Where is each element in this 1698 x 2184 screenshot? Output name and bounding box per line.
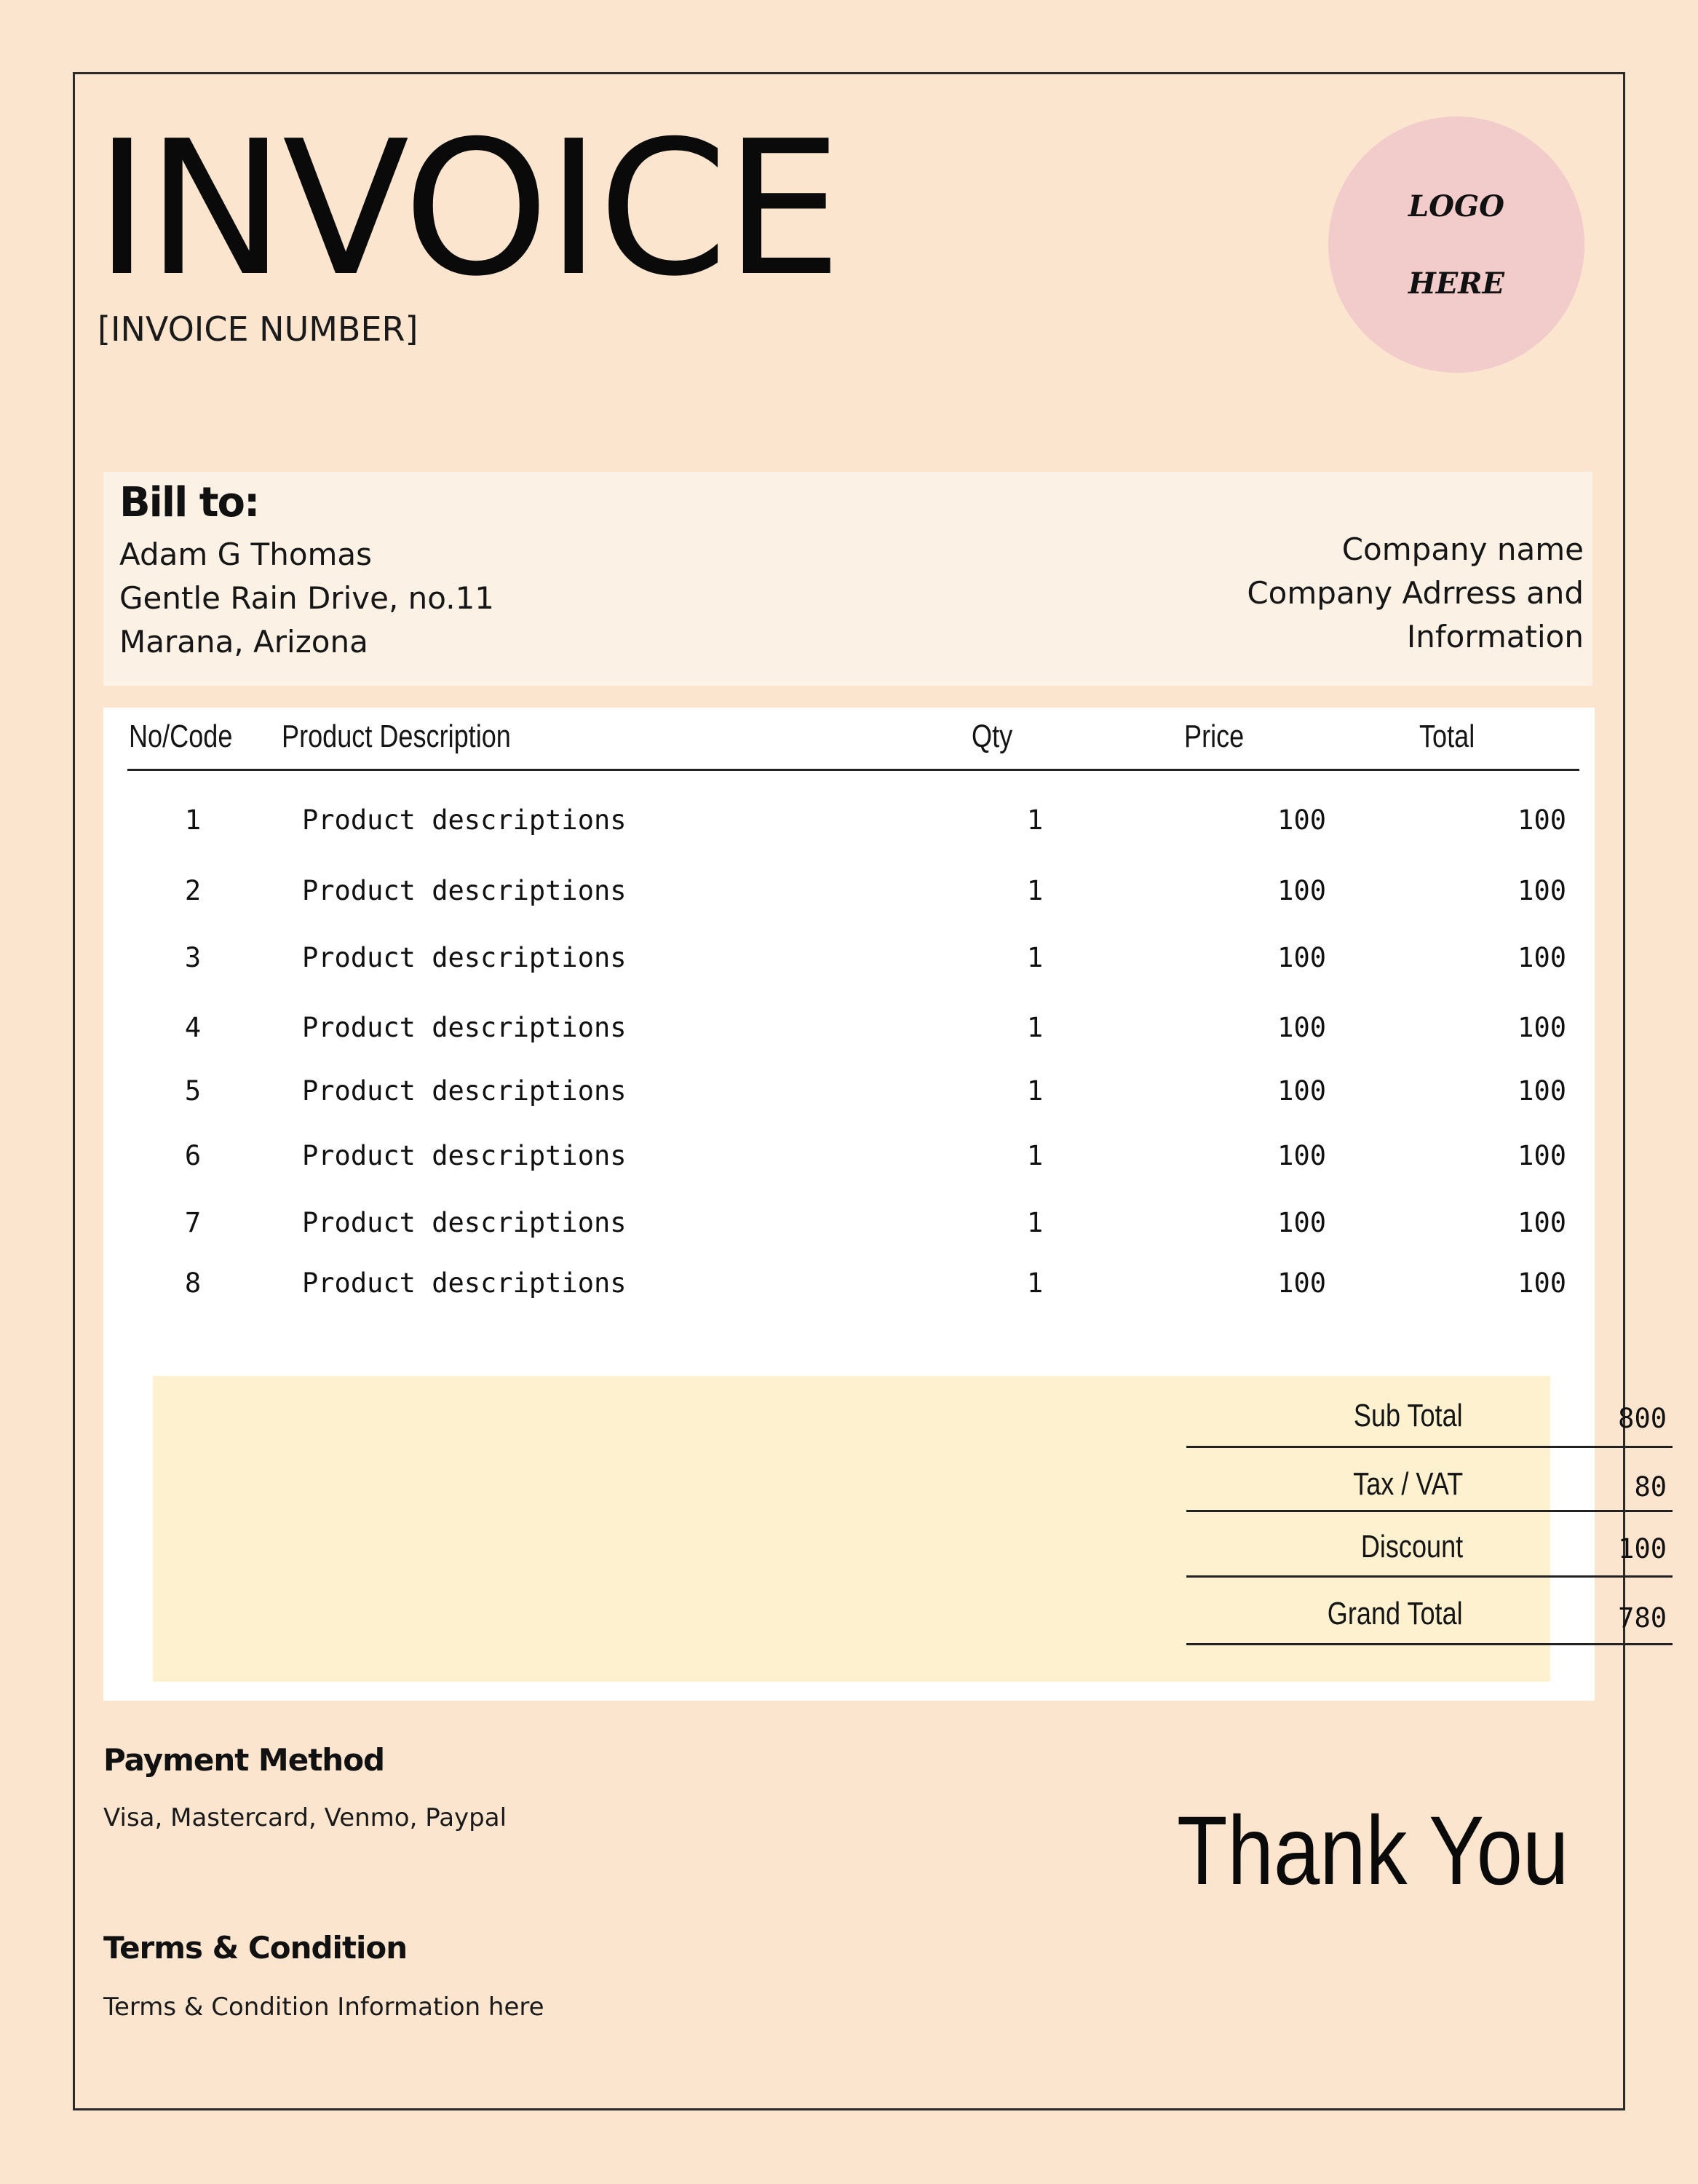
customer-address-line1: Gentle Rain Drive, no.11 [119,580,495,616]
logo-placeholder [1328,116,1584,373]
row-qty: 1 [1026,1207,1044,1238]
row-code: 8 [184,1267,202,1299]
row-qty: 1 [1026,875,1044,906]
row-price: 100 [1277,804,1326,836]
row-code: 3 [184,942,202,973]
invoice-title: INVOICE [95,101,840,317]
row-code: 2 [184,875,202,906]
customer-address-line2: Marana, Arizona [119,624,368,660]
grand-total-label: Grand Total [1328,1596,1463,1631]
row-description: Product descriptions [302,942,627,973]
row-total: 100 [1518,1075,1566,1107]
subtotal-divider [1186,1446,1673,1448]
row-description: Product descriptions [302,1012,627,1043]
payment-method-text: Visa, Mastercard, Venmo, Paypal [103,1803,507,1832]
tax-value: 80 [1634,1471,1667,1503]
company-address-line2: Information [1406,619,1584,654]
row-total: 100 [1518,804,1566,836]
grand-total-value: 780 [1618,1602,1667,1634]
row-code: 5 [184,1075,202,1107]
company-name: Company name [1341,531,1584,567]
payment-method-heading: Payment Method [103,1742,385,1778]
row-qty: 1 [1026,804,1044,836]
row-price: 100 [1277,1075,1326,1107]
table-row [103,804,1595,848]
row-qty: 1 [1026,1140,1044,1171]
totals-section [153,1376,1667,1682]
header-divider [127,769,1579,771]
row-total: 100 [1518,1140,1566,1171]
column-header-price: Price [1184,719,1245,754]
row-description: Product descriptions [302,1075,627,1107]
row-qty: 1 [1026,1012,1044,1043]
row-description: Product descriptions [302,1140,627,1171]
row-qty: 1 [1026,942,1044,973]
row-description: Product descriptions [302,875,627,906]
row-code: 7 [184,1207,202,1238]
discount-value: 100 [1618,1533,1667,1564]
row-code: 1 [184,804,202,836]
column-header-qty: Qty [972,719,1013,754]
row-total: 100 [1518,1207,1566,1238]
row-qty: 1 [1026,1267,1044,1299]
column-header-description: Product Description [282,719,511,754]
terms-text: Terms & Condition Information here [103,1993,544,2022]
subtotal-label: Sub Total [1354,1398,1463,1433]
row-total: 100 [1518,1267,1566,1299]
row-code: 4 [184,1012,202,1043]
company-address-line1: Company Adrress and [1247,575,1584,611]
row-price: 100 [1277,942,1326,973]
row-total: 100 [1518,1012,1566,1043]
row-price: 100 [1277,1140,1326,1171]
table-row [103,875,1595,919]
logo-text-line1: LOGO [1408,189,1504,223]
discount-label: Discount [1360,1529,1463,1564]
invoice-number: [INVOICE NUMBER] [98,309,418,349]
thank-you-message: Thank You [1177,1797,1569,1905]
row-description: Product descriptions [302,1267,627,1299]
grand-total-divider [1186,1643,1673,1645]
row-qty: 1 [1026,1075,1044,1107]
bill-to-section [103,472,1592,686]
tax-label: Tax / VAT [1352,1466,1463,1502]
terms-heading: Terms & Condition [103,1930,408,1966]
column-header-code: No/Code [129,719,233,754]
discount-divider [1186,1575,1673,1578]
row-price: 100 [1277,1012,1326,1043]
table-row [103,942,1595,986]
table-row [103,1207,1595,1251]
row-description: Product descriptions [302,804,627,836]
table-row [103,1075,1595,1119]
bill-to-heading: Bill to: [119,479,259,526]
row-price: 100 [1277,1207,1326,1238]
row-description: Product descriptions [302,1207,627,1238]
row-price: 100 [1277,1267,1326,1299]
row-code: 6 [184,1140,202,1171]
row-total: 100 [1518,875,1566,906]
tax-divider [1186,1510,1673,1512]
row-price: 100 [1277,875,1326,906]
table-row [103,1012,1595,1056]
subtotal-value: 800 [1618,1403,1667,1434]
table-row [103,1267,1595,1311]
customer-name: Adam G Thomas [119,537,373,572]
table-row [103,1140,1595,1184]
logo-text-line2: HERE [1408,266,1504,301]
column-header-total: Total [1419,719,1475,754]
row-total: 100 [1518,942,1566,973]
